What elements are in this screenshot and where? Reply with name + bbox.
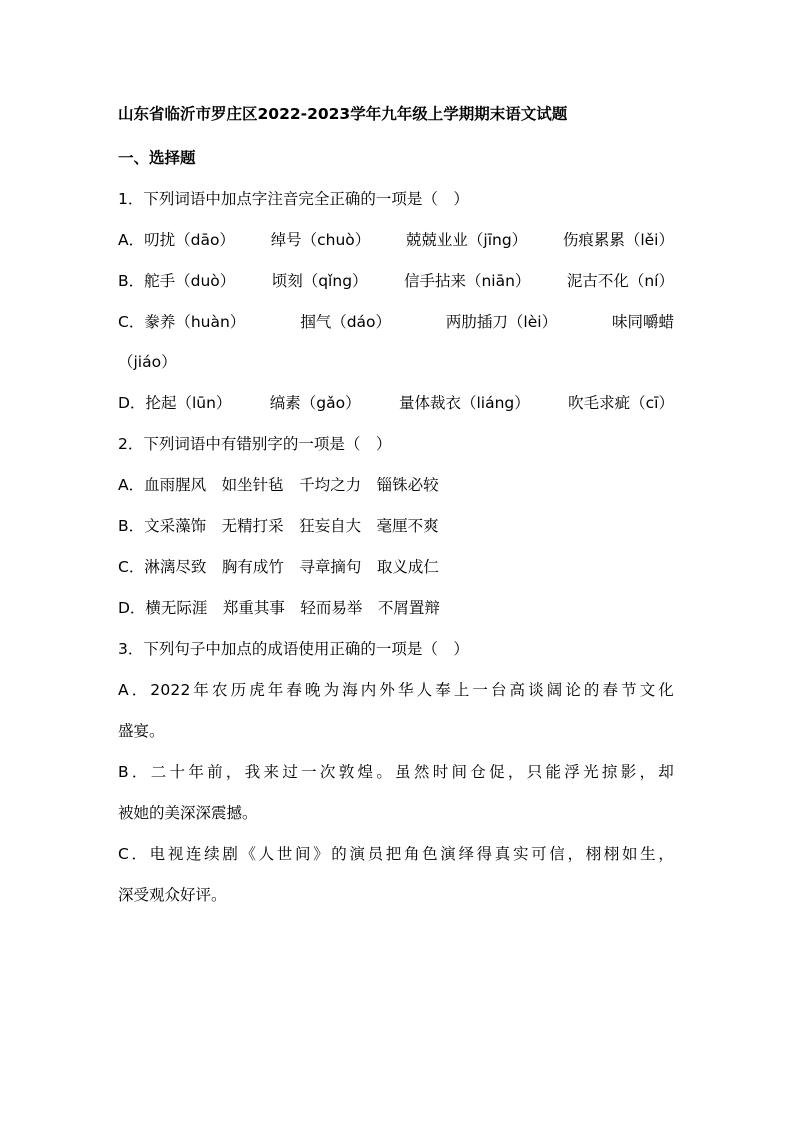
option-a-item-3: 兢兢业业（jīng） [405, 231, 528, 249]
question-2-option-a: A．血雨腥风 如坐针毡 千均之力 锱铢必较 [118, 476, 439, 494]
question-3-option-a-line-1: A．2022年农历虎年春晚为海内外华人奉上一台高谈阔论的春节文化 [118, 681, 674, 699]
option-a-item-4: 伤痕累累（lěi） [562, 231, 674, 249]
option-d-item-2: 缟素（gǎo） [269, 394, 361, 412]
option-b-item-1 [118, 271, 235, 291]
question-1-stem: 1．下列词语中加点字注音完全正确的一项是（ ） [118, 190, 469, 208]
option-d-item-1 [118, 393, 231, 413]
option-c-item-2: 掴气（dáo） [300, 313, 392, 331]
option-c-item-1 [118, 312, 245, 332]
option-text: 豢养（huàn） [144, 313, 246, 331]
question-2-option-c: C．淋漓尽致 胸有成竹 寻章摘句 取义成仁 [118, 558, 439, 576]
option-d-item-3: 量体裁衣（liáng） [398, 394, 530, 412]
question-3-stem: 3．下列句子中加点的成语使用正确的一项是（ ） [118, 640, 469, 658]
option-text: 叨扰（dāo） [144, 231, 235, 249]
option-a-item-2: 绰号（chuò） [270, 231, 371, 249]
option-a-item-1 [118, 230, 235, 250]
option-c-item-4: 味同嚼蜡 [611, 313, 674, 331]
option-text: 抡起（lūn） [145, 394, 232, 412]
option-b-item-4: 泥古不化（ní） [566, 272, 674, 290]
question-1-option-b [118, 271, 674, 291]
question-2-option-d: D．横无际涯 郑重其事 轻而易举 不屑置辩 [118, 599, 440, 617]
question-3-option-b-line-1: B．二十年前，我来过一次敦煌。虽然时间仓促，只能浮光掠影，却 [118, 763, 674, 781]
question-2-option-b: B．文采藻饰 无精打采 狂妄自大 毫厘不爽 [118, 517, 439, 535]
question-2-stem: 2．下列词语中有错别字的一项是（ ） [118, 435, 392, 453]
question-3-option-b-line-2: 被她的美深深震撼。 [118, 804, 258, 822]
option-label: D． [118, 394, 146, 412]
section-title: 一、选择题 [118, 149, 196, 167]
option-label: B． [118, 272, 145, 290]
option-label: C． [118, 313, 145, 331]
question-1-option-c-continued: （jiáo） [118, 353, 177, 371]
option-b-item-3: 信手拈来（niān） [403, 272, 531, 290]
document-content [118, 104, 674, 926]
question-3-option-a-line-2: 盛宴。 [118, 722, 165, 740]
question-1-option-a [118, 230, 674, 250]
question-1-option-d [118, 393, 674, 413]
option-text: 舵手（duò） [144, 272, 236, 290]
question-3-option-c-line-2: 深受观众好评。 [118, 886, 227, 904]
question-3-option-c-line-1: C．电视连续剧《人世间》的演员把角色演绎得真实可信，栩栩如生， [118, 845, 674, 863]
document-title: 山东省临沂市罗庄区2022-2023学年九年级上学期期末语文试题 [118, 105, 568, 123]
question-1-option-c [118, 312, 674, 332]
option-c-item-3: 两肋插刀（lèi） [445, 313, 558, 331]
option-label: A． [118, 231, 145, 249]
option-d-item-4: 吹毛求疵（cī） [568, 394, 674, 412]
option-b-item-2: 顷刻（qǐng） [271, 272, 368, 290]
